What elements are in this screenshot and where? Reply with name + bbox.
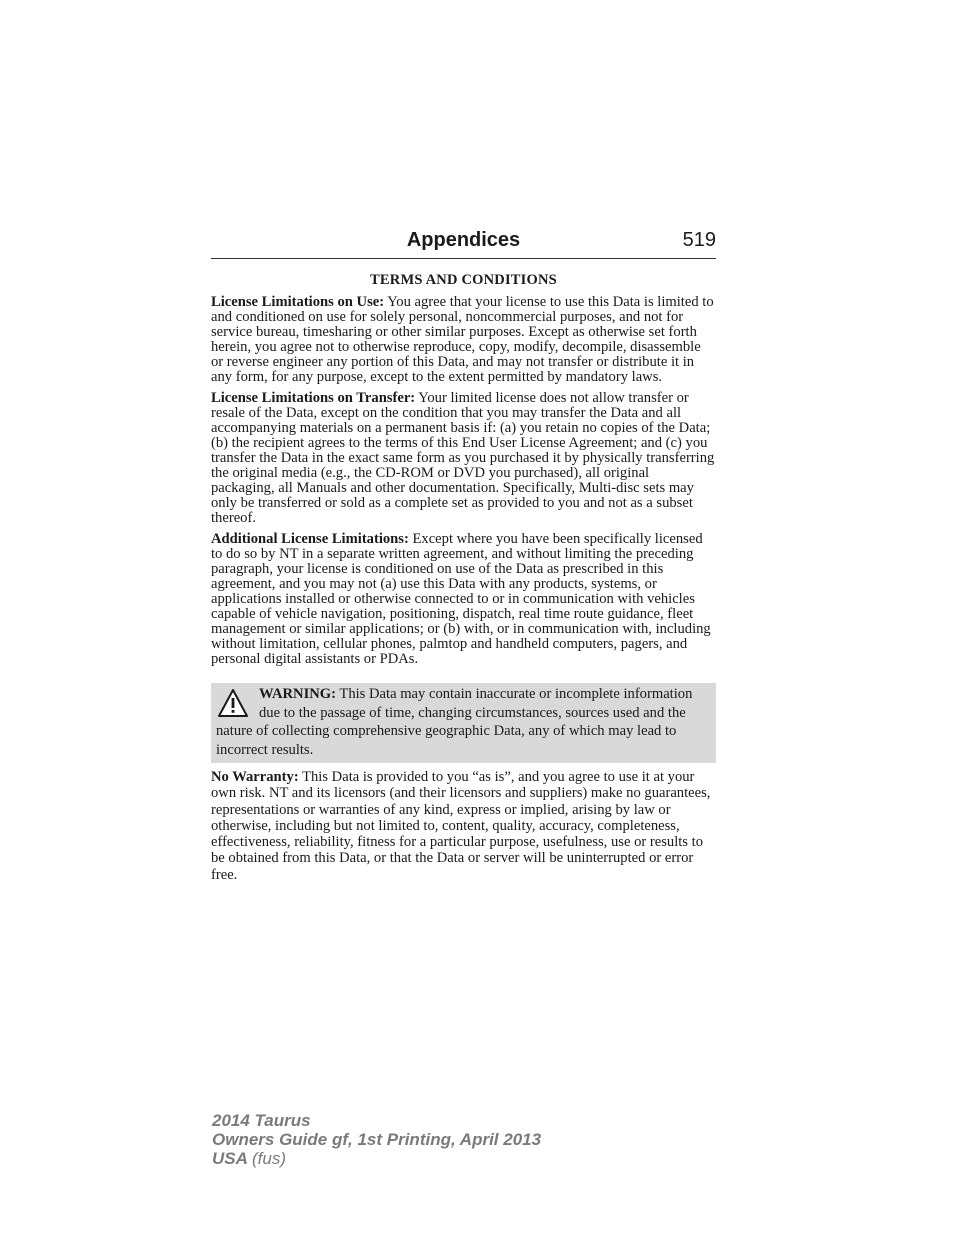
page-footer — [212, 1111, 541, 1168]
footer-region-main: USA — [212, 1149, 252, 1168]
footer-model: 2014 Taurus — [212, 1111, 311, 1130]
footer-region-code: (fus) — [252, 1149, 286, 1168]
paragraph-text: You agree that your license to use this Data is limited to and conditioned on use for solely personal, noncommercial purposes, and not for service bureau, timesharing or other similar purposes. Except as otherwise set forth herein, you agree not to otherwise reproduce, copy, modify, decompile, disassemble or reverse engineer any portion of this Data, and may not transfer or distribute it in any form, for any purpose, except to the extent permitted by mandatory laws. — [211, 294, 714, 385]
paragraph-license-transfer — [211, 391, 716, 526]
paragraph-label: License Limitations on Use: — [211, 294, 385, 310]
page-number: 519 — [682, 229, 716, 251]
section-title: Appendices — [406, 229, 521, 251]
paragraph-label: Additional License Limitations: — [211, 531, 409, 547]
footer-region — [212, 1149, 541, 1168]
paragraph-text: This Data is provided to you “as is”, and you agree to use it at your own risk. NT and its licensors (and their licensors and suppliers) make no guarantees, representations or warranties of any kind, express or implied, arising by law or otherwise, including but not limited to, content, quality, accuracy, completeness, effectiveness, reliability, fitness for a particular purpose, usefulness, use or results to be obtained from this Data, or that the Data or server will be uninterrupted or error free. — [211, 769, 711, 883]
warning-text: This Data may contain inaccurate or incomplete information due to the passage of time, changing circumstances, sources used and the nature of collecting comprehensive geographic Data, any of which may lead to incorrect results. — [216, 686, 693, 758]
terms-heading: TERMS AND CONDITIONS — [370, 272, 557, 288]
document-page — [211, 226, 716, 889]
paragraph-label: License Limitations on Transfer: — [211, 390, 416, 406]
warning-triangle-icon — [217, 688, 249, 718]
paragraph-text: Except where you have been specifically licensed to do so by NT in a separate written agreement, and without limiting the preceding paragraph, your license is conditioned on use of the Data as prescribed in this agreement, and you may not (a) use this Data with any products, systems, or applications installed or otherwise connected to or in communication with vehicles capable of vehicle navigation, positioning, dispatch, real time route guidance, fleet management or similar applications; or (b) with, or in communication with, including without limitation, cellular phones, palmtop and handheld computers, pagers, and personal digital assistants or PDAs. — [211, 531, 711, 667]
paragraph-label: No Warranty: — [211, 769, 299, 785]
paragraph-license-use — [211, 295, 716, 385]
paragraph-text: Your limited license does not allow transfer or resale of the Data, except on the condition that you may transfer the Data and all accompanying materials on a permanent basis if: (a) you retain no copies of the Data; (b) the recipient agrees to the terms of this End User License Agreement; and (c) you transfer the Data in the exact same form as you purchased it by physically transferring the original media (e.g., the CD-ROM or DVD you purchased), all original packaging, all Manuals and other documentation. Specifically, Multi-disc sets may only be transferred or sold as a complete set as provided to you and not as a subset thereof. — [211, 390, 715, 526]
warning-label: WARNING: — [259, 686, 337, 702]
paragraph-additional-limitations — [211, 532, 716, 667]
footer-guide: Owners Guide gf, 1st Printing, April 2013 — [212, 1130, 542, 1149]
paragraph-no-warranty — [211, 769, 716, 883]
warning-box — [211, 683, 716, 763]
page-header — [211, 226, 716, 259]
